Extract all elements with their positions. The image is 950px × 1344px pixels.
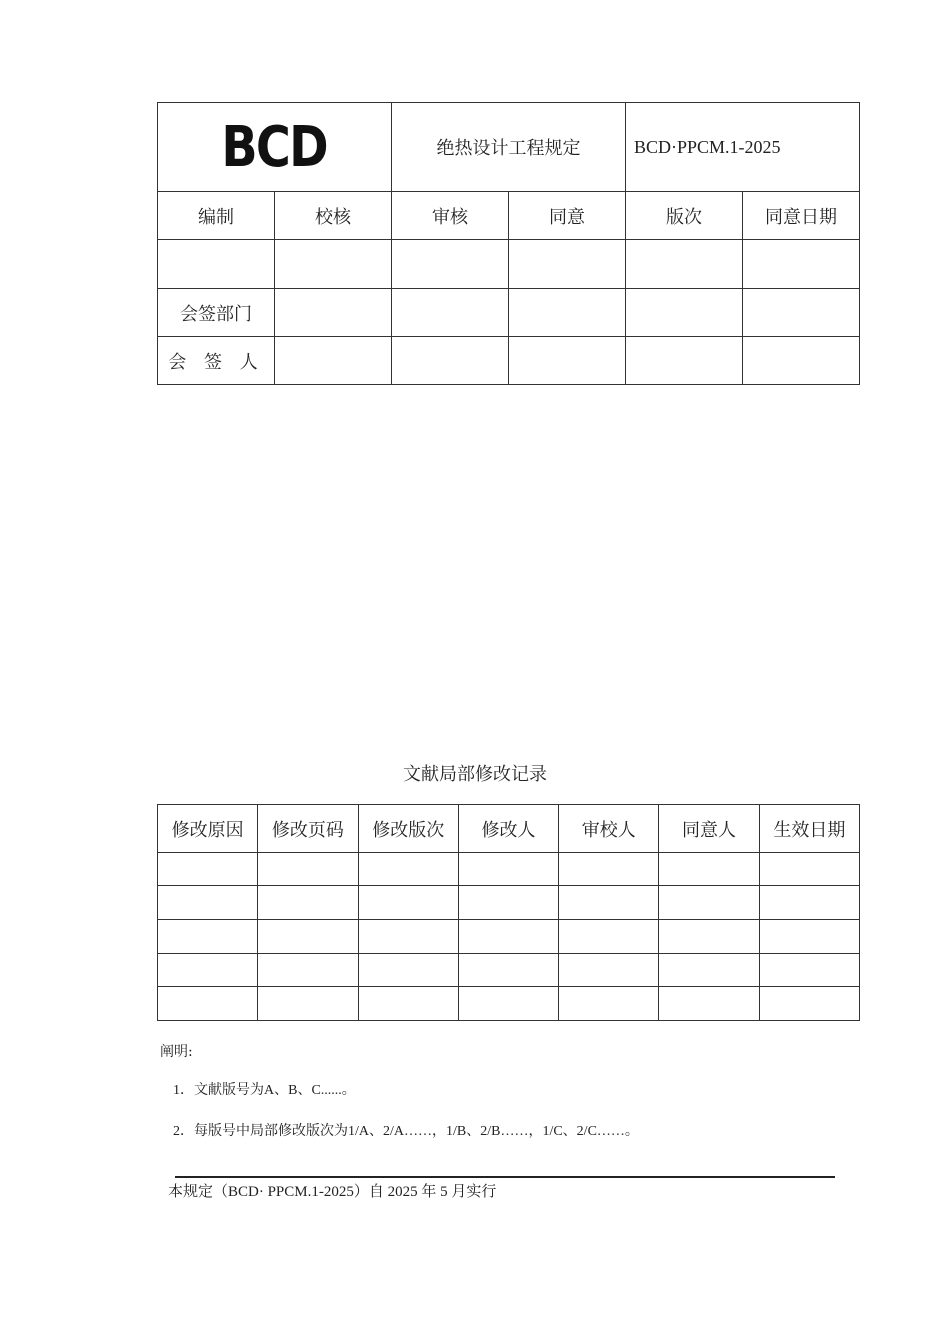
table-cell[interactable] — [358, 853, 458, 886]
table-cell[interactable] — [158, 987, 258, 1021]
approval-table — [157, 102, 860, 385]
table-cell[interactable] — [158, 853, 258, 886]
col-header-page: 修改页码 — [258, 805, 358, 853]
table-cell[interactable] — [559, 920, 659, 954]
col-label-approve-date: 同意日期 — [743, 192, 860, 240]
table-cell[interactable] — [458, 954, 558, 987]
note-item: 1．文献版号为A、B、C......。 — [173, 1083, 356, 1098]
table-cell[interactable] — [659, 987, 759, 1021]
table-cell[interactable] — [659, 954, 759, 987]
company-logo: BCD — [221, 114, 328, 180]
signature-cell[interactable] — [743, 240, 860, 289]
col-label-compile: 编制 — [158, 192, 275, 240]
table-cell[interactable] — [258, 987, 358, 1021]
col-header-reason: 修改原因 — [158, 805, 258, 853]
col-header-approver: 同意人 — [659, 805, 759, 853]
col-label-version: 版次 — [626, 192, 743, 240]
table-cell[interactable] — [659, 886, 759, 920]
signature-cell[interactable] — [626, 240, 743, 289]
table-cell[interactable] — [559, 954, 659, 987]
countersign-cell[interactable] — [275, 337, 392, 385]
countersign-dept-label: 会签部门 — [158, 289, 275, 337]
doc-code: BCD·PPCM.1-2025 — [626, 103, 860, 192]
approval-header-row — [158, 192, 860, 240]
table-row — [158, 853, 860, 886]
col-header-reviewer: 审校人 — [559, 805, 659, 853]
countersign-cell[interactable] — [743, 337, 860, 385]
approval-signature-row — [158, 240, 860, 289]
signature-cell[interactable] — [275, 240, 392, 289]
table-row — [158, 886, 860, 920]
note-item: 2．每版号中局部修改版次为1/A、2/A……，1/B、2/B……，1/C、2/C……。 — [173, 1124, 639, 1139]
table-cell[interactable] — [458, 886, 558, 920]
table-cell[interactable] — [158, 886, 258, 920]
revision-record-title: 文献局部修改记录 — [403, 764, 547, 785]
countersign-cell[interactable] — [626, 289, 743, 337]
revision-record-table — [157, 804, 860, 1021]
countersign-cell[interactable] — [392, 337, 509, 385]
col-header-effective-date: 生效日期 — [759, 805, 859, 853]
table-cell[interactable] — [559, 886, 659, 920]
col-header-version: 修改版次 — [358, 805, 458, 853]
table-row — [158, 987, 860, 1021]
table-cell[interactable] — [759, 886, 859, 920]
signature-cell[interactable] — [158, 240, 275, 289]
col-header-modifier: 修改人 — [458, 805, 558, 853]
table-cell[interactable] — [258, 886, 358, 920]
countersign-cell[interactable] — [509, 289, 626, 337]
table-cell[interactable] — [458, 853, 558, 886]
footer-effective-statement: 本规定（BCD· PPCM.1-2025）自 2025 年 5 月实行 — [168, 1184, 497, 1200]
col-label-check: 校核 — [275, 192, 392, 240]
table-cell[interactable] — [258, 853, 358, 886]
table-cell[interactable] — [258, 954, 358, 987]
table-cell[interactable] — [759, 853, 859, 886]
col-label-review: 审核 — [392, 192, 509, 240]
table-cell[interactable] — [759, 920, 859, 954]
table-cell[interactable] — [559, 853, 659, 886]
table-cell[interactable] — [158, 920, 258, 954]
countersign-cell[interactable] — [509, 337, 626, 385]
table-cell[interactable] — [258, 920, 358, 954]
table-cell[interactable] — [759, 987, 859, 1021]
table-row — [158, 920, 860, 954]
table-cell[interactable] — [158, 954, 258, 987]
table-cell[interactable] — [458, 920, 558, 954]
table-cell[interactable] — [759, 954, 859, 987]
signature-cell[interactable] — [509, 240, 626, 289]
notes-label: 阐明: — [160, 1044, 193, 1060]
logo-cell — [158, 103, 392, 192]
countersign-person-label: 会 签 人 — [158, 337, 275, 385]
signature-cell[interactable] — [392, 240, 509, 289]
table-cell[interactable] — [358, 987, 458, 1021]
table-cell[interactable] — [358, 920, 458, 954]
footer-divider — [175, 1176, 835, 1178]
table-cell[interactable] — [358, 954, 458, 987]
table-cell[interactable] — [358, 886, 458, 920]
countersign-dept-row — [158, 289, 860, 337]
title-row — [158, 103, 860, 192]
col-label-approve: 同意 — [509, 192, 626, 240]
table-cell[interactable] — [559, 987, 659, 1021]
countersign-cell[interactable] — [743, 289, 860, 337]
table-row — [158, 954, 860, 987]
table-cell[interactable] — [458, 987, 558, 1021]
countersign-cell[interactable] — [626, 337, 743, 385]
revision-header-row — [158, 805, 860, 853]
countersign-cell[interactable] — [275, 289, 392, 337]
countersign-cell[interactable] — [392, 289, 509, 337]
doc-title: 绝热设计工程规定 — [392, 103, 626, 192]
countersign-person-row — [158, 337, 860, 385]
table-cell[interactable] — [659, 920, 759, 954]
table-cell[interactable] — [659, 853, 759, 886]
